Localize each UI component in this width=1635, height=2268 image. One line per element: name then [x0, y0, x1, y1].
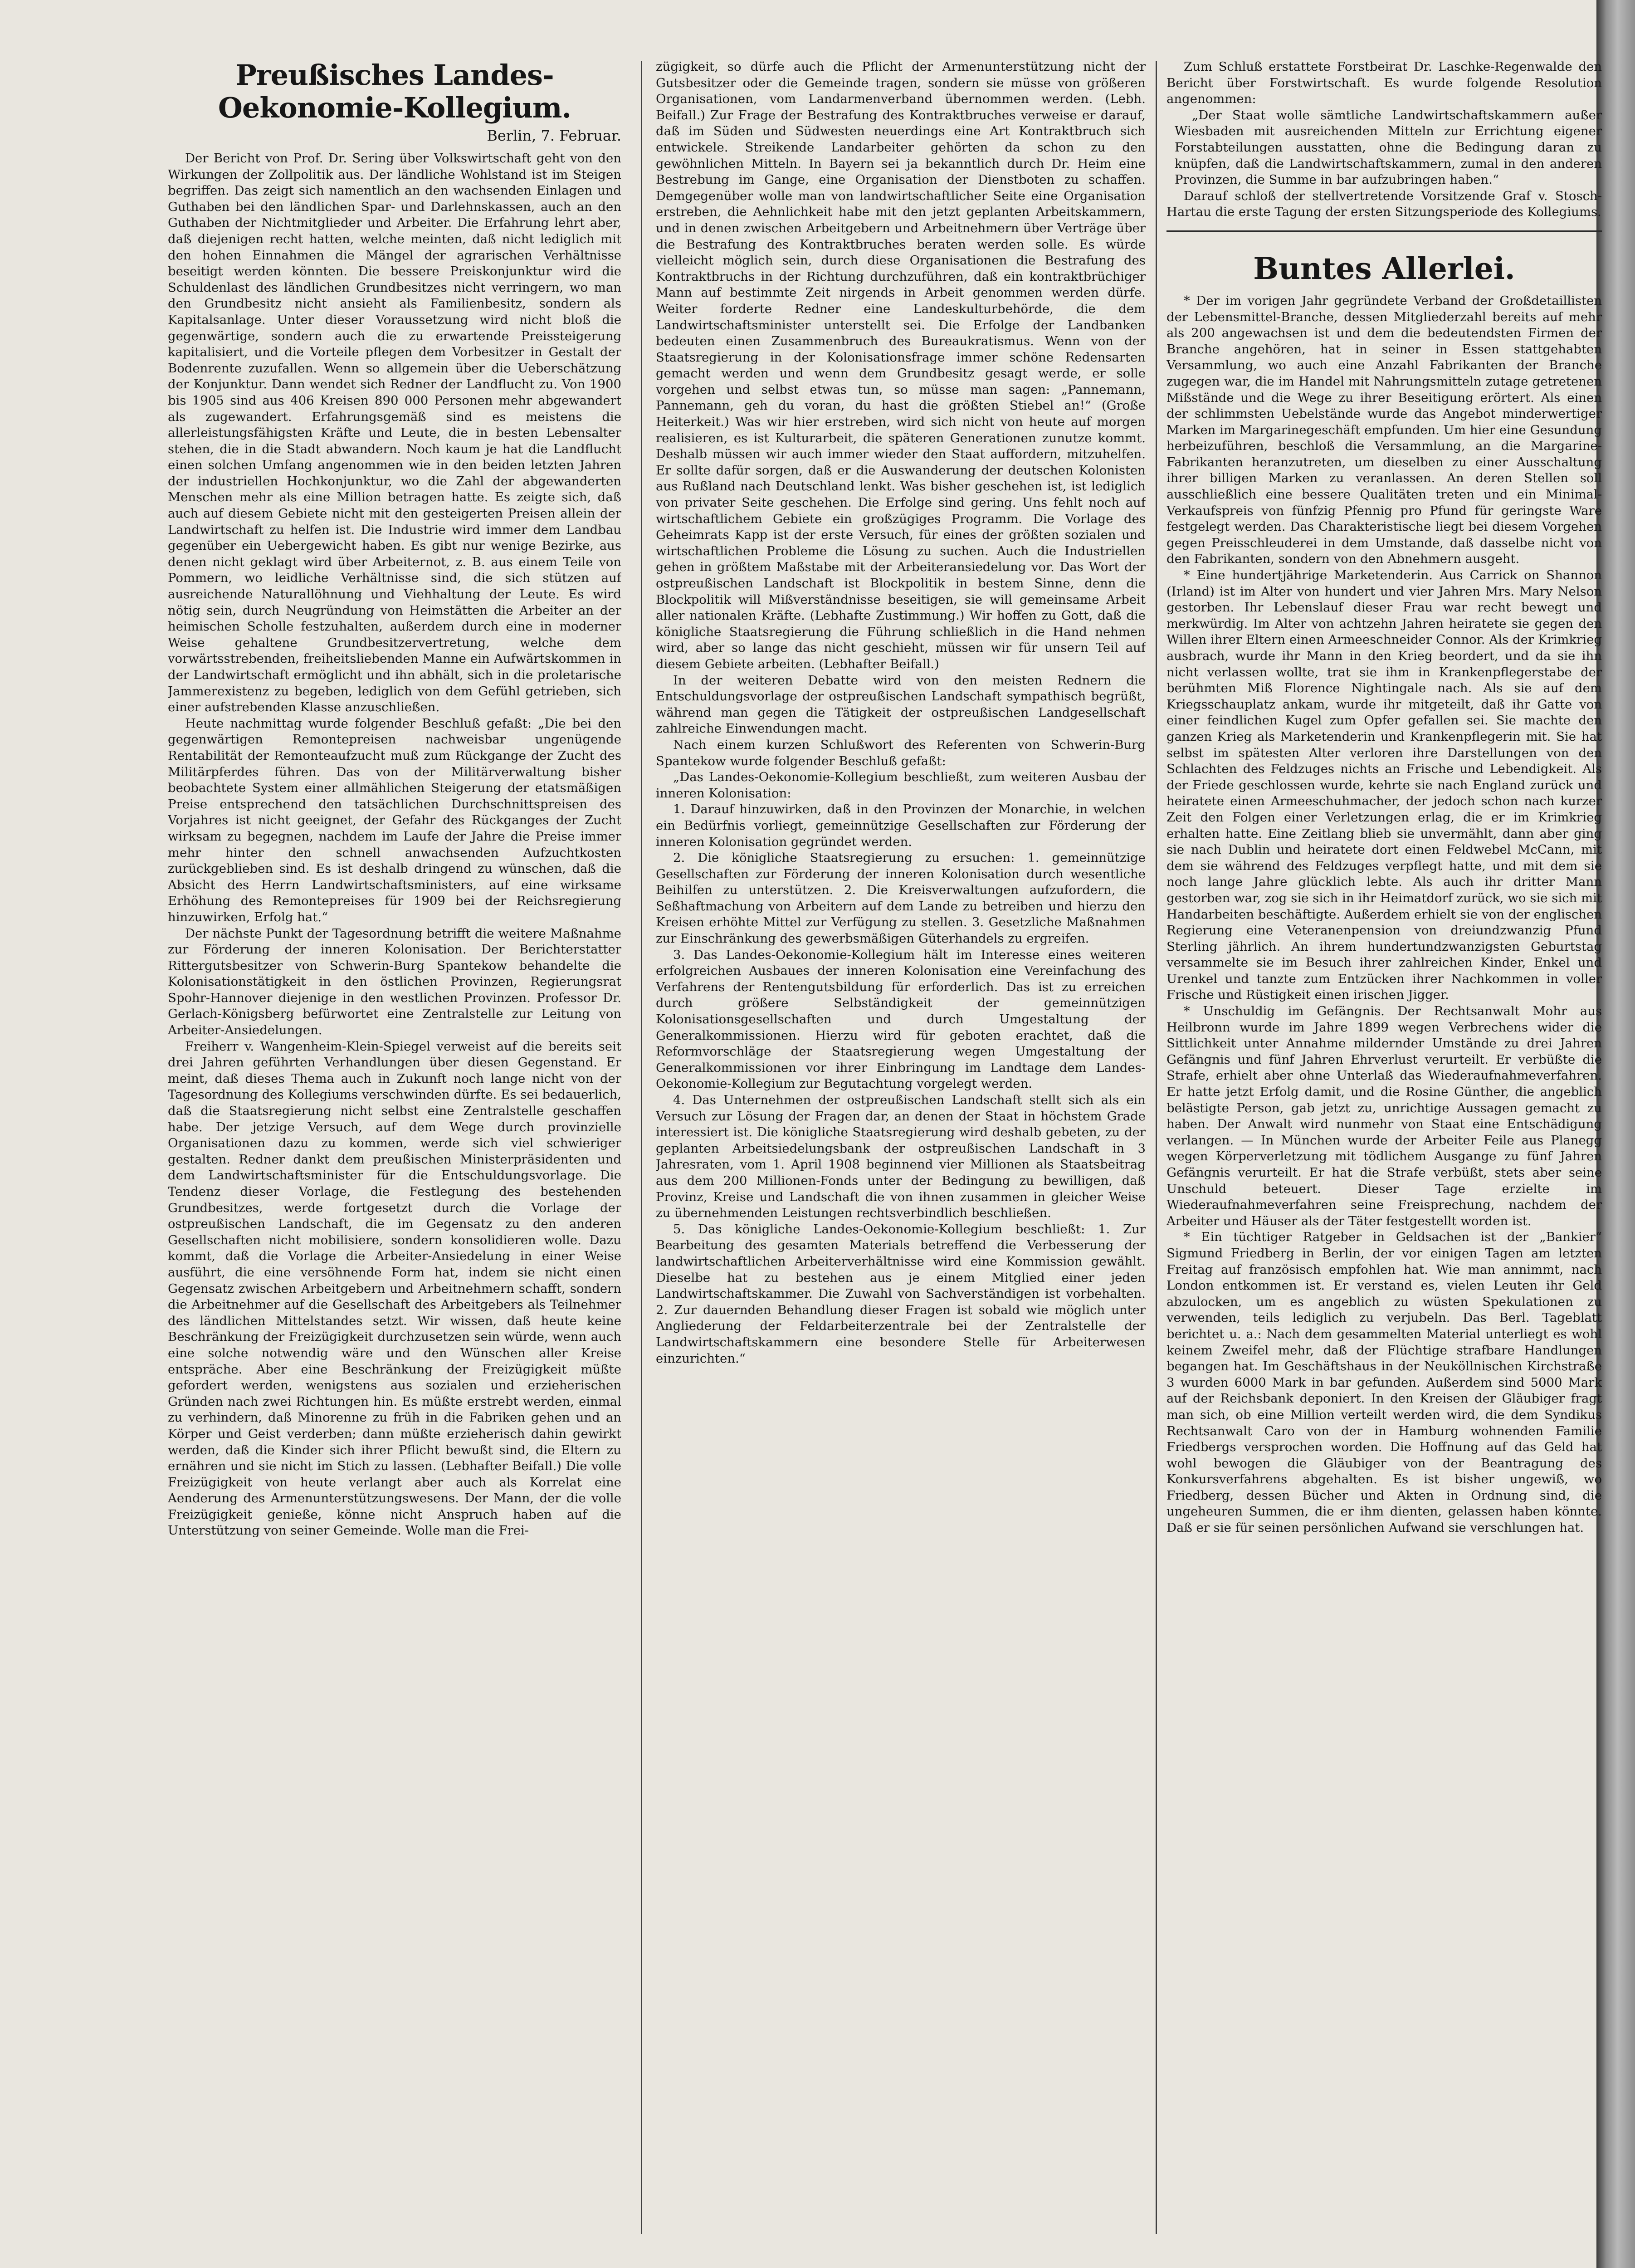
news-item: * Ein tüchtiger Ratgeber in Geldsachen ist der „Bankier“ Sigmund Friedberg in Berlin, der vor einigen Tagen am letzten Freitag auf französisch empfohlen hat. Wie man annimmt, nach London entkommen ist. Er verstand es, vielen Leuten ihr Geld abzulocken, um es angeblich zu wüsten Spekulationen zu verwenden, teils lediglich zu verjubeln. Das Berl. Tageblatt berichtet u. a.: Nach dem gesammelten Material unterliegt es wohl keinem Zweifel mehr, daß der Flüchtige strafbare Handlungen begangen hat. Im Geschäftshaus in der Neuköllnischen Kirchstraße 3 wurden 6000 Mark in bar gefunden. Außerdem sind 5000 Mark auf der Reichsbank deponiert. In den Kreisen der Gläubiger fragt man sich, ob eine Million verteilt werden wird, die dem Syndikus Rechtsanwalt Caro von der in Hamburg wohnenden Familie Friedbergs versprochen worden. Die Hoffnung auf das Geld hat wohl bewogen die Gläubiger von der Beantragung des Konkursverfahrens abgehalten. Es ist bisher ungewiß, wo Friedberg, dessen Bücher und Akten in Ordnung sind, die ungeheuren Summen, die er ihm dienten, gelassen haben könnte. Daß er sie für seinen persönlichen Aufwand sie verschlungen hat.: [1166, 1230, 1602, 1535]
page-binding-edge: [1596, 0, 1635, 2268]
news-item: * Eine hundertjährige Marketenderin. Aus Carrick on Shannon (Irland) ist im Alter von hundert und vier Jahren Mrs. Mary Nelson gestorben. Ihr Lebenslauf dieser Frau war recht bewegt und merkwürdig. Im Alter von achtzehn Jahren heiratete sie gegen den Willen ihrer Eltern einen Armeeschneider Connor. Als der Krimkrieg ausbrach, wurde ihr Mann in den Krieg beordert, und da sie ihn nicht verlassen wollte, trat sie ihm in Krankenpflegerstabe der berühmten Miß Florence Nightingale nach. Als sie auf dem Kriegsschauplatz ankam, wurde ihr mitgeteilt, daß ihr Gatte von einer feindlichen Kugel zum Opfer gefallen sei. Sie machte den ganzen Krieg als Marketenderin und Krankenpflegerin mit. Sie hat selbst im spätesten Alter verloren ihre Darstellungen von den Schlachten des Feldzuges nichts an Frische und Lebendigkeit. Als der Friede geschlossen wurde, kehrte sie nach England zurück und heiratete einen Armeeschuhmacher, der jedoch schon nach kurzer Zeit den Folgen einer Verletzungen erlag, die er im Krimkrieg erhalten hatte. Eine Zeitlang blieb sie unvermählt, dann aber ging sie nach Dublin und heiratete dort einen Feldwebel McCann, mit dem sie während des Feldzuges verpflegt hatte, und mit dem sie noch lange Jahre glücklich lebte. Als auch ihr dritter Mann gestorben war, zog sie sich in ihr Heimatdorf zurück, wo sie sich mit Handarbeiten beschäftigte. Außerdem erhielt sie von der englischen Regierung eine Veteranenpension von dreiundzwanzig Pfund Sterling jährlich. An ihrem hundertundzwanzigsten Geburtstag versammelte sie im Besuch ihrer zahlreichen Kinder, Enkel und Urenkel und tanzte zum Entzücken ihrer Nachkommen in voller Frische und Rüstigkeit einen irischen Jigger.: [1166, 568, 1602, 1002]
resolution-text: „Der Staat wolle sämtliche Landwirtschaftskammern außer Wiesbaden mit ausreichenden Mitteln zur Errichtung eigener Forstabteilungen ausstatten, ohne die Bedingung daran zu knüpfen, daß die Landwirtschaftskammern, zumal in den anderen Provinzen, die Summe in bar aufzubringen haben.“: [1175, 108, 1602, 187]
article-paragraph: Freiherr v. Wangenheim-Klein-Spiegel verweist auf die bereits seit drei Jahren geführten Verhandlungen über diesen Gegenstand. Er meint, daß dieses Thema auch in Zukunft noch lange nicht von der Tagesordnung des Kollegiums verschwinden dürfte. Es sei bedauerlich, daß die Staatsregierung nicht selbst eine Zentralstelle geschaffen habe. Der jetzige Versuch, auf dem Wege durch provinzielle Organisationen dazu zu kommen, werde sich viel schwieriger gestalten. Redner dankt dem preußischen Ministerpräsidenten und dem Landwirtschaftsminister für die Entschuldungsvorlage. Die Tendenz dieser Vorlage, die Festlegung des bestehenden Grundbesitzes, werde fortgesetzt durch die Vorlage der ostpreußischen Landschaft, die im Gegensatz zu den anderen Gesellschaften nicht mobilisiere, sondern konsolidieren wolle. Dazu kommt, daß die Vorlage die Arbeiter-Ansiedelung in einer Weise ausführt, die eine versöhnende Form hat, indem sie nicht einen Gegensatz zwischen Arbeitgebern und Arbeitnehmern schafft, sondern die Arbeitnehmer auf die Gesellschaft des Arbeitgebers als Teilnehmer des ländlichen Mittelstandes setzt. Wir wissen, daß heute keine Beschränkung der Freizügigkeit durchzusetzen sein würde, wenn auch eine solche notwendig wäre und den Wünschen aller Kreise entspräche. Aber eine Beschränkung der Freizügigkeit müßte gefordert werden, wenigstens aus sozialen und erzieherischen Gründen nach zwei Richtungen hin. Es müßte erstrebt werden, einmal zu verhindern, daß Minorenne zu früh in die Fabriken gehen und an Körper und Geist verderben; dann müßte erzieherisch dahin gewirkt werden, daß die Kinder sich ihrer Pflicht bewußt sind, die Eltern zu ernähren und sie nicht im Stich zu lassen. (Lebhafter Beifall.) Die volle Freizügigkeit von heute verlangt aber auch als Korrelat eine Aenderung des Armenunterstützungswesens. Der Mann, der die volle Freizügigkeit genieße, könne nicht Anspruch haben auf die Unterstützung von seiner Gemeinde. Wolle man die Frei-: [168, 1039, 621, 1538]
article-paragraph: Zum Schluß erstattete Forstbeirat Dr. Laschke-Regenwalde den Bericht über Forstwirtschaft. Es wurde folgende Resolution angenommen:: [1166, 59, 1602, 107]
column-3: [1166, 59, 1602, 2268]
article-paragraph: Heute nachmittag wurde folgender Beschluß gefaßt: „Die bei den gegenwärtigen Remontepreisen nachweisbar ungenügende Rentabilität der Remonteaufzucht muß zum Rückgange der Zucht des Militärpferdes führen. Das von der Militärverwaltung bisher beobachtete System einer allmählichen Steigerung der etatsmäßigen Preise entsprechend den tatsächlichen Durchschnittspreisen des Vorjahres ist nicht geeignet, der Gefahr des Rückganges der Zucht wirksam zu begegnen, nachdem im Laufe der Jahre die Preise immer mehr hinter den schnell anwachsenden Aufzuchtkosten zurückgeblieben sind. Es ist deshalb dringend zu wünschen, daß die Absicht des Herrn Landwirtschaftsministers, auf eine wirksame Erhöhung des Remontepreises für 1909 bei der Reichsregierung hinzuwirken, Erfolg hat.“: [168, 716, 621, 924]
section-title: Buntes Allerlei.: [1253, 250, 1515, 286]
article-paragraph: Nach einem kurzen Schlußwort des Referenten von Schwerin-Burg Spantekow wurde folgender Beschluß gefaßt:: [656, 737, 1146, 768]
article-paragraph: Der nächste Punkt der Tagesordnung betrifft die weitere Maßnahme zur Förderung der inneren Kolonisation. Der Berichterstatter Rittergutsbesitzer von Schwerin-Burg Spantekow behandelte die Kolonisationstätigkeit in den östlichen Provinzen, Regierungsrat Spohr-Hannover diejenige in den westlichen Provinzen. Professor Dr. Gerlach-Königsberg befürwortet eine Zentralstelle zur Leitung von Arbeiter-Ansiedelungen.: [168, 926, 621, 1038]
article-paragraph: Der Bericht von Prof. Dr. Sering über Volkswirtschaft geht von den Wirkungen der Zollpolitik aus. Der ländliche Wohlstand ist im Steigen begriffen. Das zeigt sich namentlich an den wachsenden Einlagen und Guthaben bei den ländlichen Spar- und Darlehnskassen, auch an den Guthaben der Nichtmitglieder und Arbeiter. Die Erfahrung lehrt aber, daß diejenigen recht hatten, welche meinten, daß nicht lediglich mit den hohen Einnahmen die Mängel der agrarischen Verhältnisse beseitigt werden könnten. Die bessere Preiskonjunktur wird die Schuldenlast des ländlichen Grundbesitzes nicht verringern, wo man den Grundbesitz nicht ansieht als Familienbesitz, sondern als Kapitalsanlage. Unter dieser Voraussetzung wird nicht bloß die gegenwärtige, sondern auch die zu erwartende Preissteigerung kapitalisiert, und die Vorteile pflegen dem Vorbesitzer in Gestalt der Bodenrente zuzufallen. Wenn so allgemein über die Ueberschätzung der Konjunktur. Dann wendet sich Redner der Landflucht zu. Von 1900 bis 1905 sind aus 406 Kreisen 890 000 Personen mehr abgewandert als zugewandert. Erfahrungsgemäß sind es meistens die allerleistungsfähigsten Kräfte und Leute, die in besten Lebensalter stehen, die in die Stadt abwandern. Noch kaum je hat die Landflucht einen solchen Umfang angenommen wie in den beiden letzten Jahren der industriellen Hochkonjunktur, wo die Zahl der abgewanderten Menschen mehr als eine Million betragen hatte. Es zeigte sich, daß auch auf diesem Gebiete nicht mit den gesteigerten Preisen allein der Landwirtschaft zu helfen ist. Die Industrie wird immer dem Landbau gegenüber ein Uebergewicht haben. Es gibt nur wenige Bezirke, aus denen nicht geklagt wird über Arbeiternot, z. B. aus einem Teile von Pommern, wo leidliche Verhältnisse sind, die sich stützen auf ausreichende Naturallöhnung und Viehhaltung der Leute. Es wird nötig sein, durch Neugründung von Heimstätten die Arbeiter an der heimischen Scholle festzuhalten, außerdem durch eine in moderner Weise gehaltene Grundbesitzervertretung, welche dem vorwärtsstrebenden, freiheitsliebenden Manne ein Aufwärtskommen in der Landwirtschaft ermöglicht und ihn abhält, sich in die proletarische Jammerexistenz zu begeben, lediglich von dem Gefühl getrieben, sich einer aufstrebenden Klasse anzuschließen.: [168, 151, 621, 715]
article-title: Preußisches Landes-Oekonomie-Kollegium.: [218, 59, 571, 124]
resolution-item: 3. Das Landes-Oekonomie-Kollegium hält im Interesse eines weiteren erfolgreichen Ausbaues der inneren Kolonisation eine Vereinfachung des Verfahrens der Rentengutsbildung für erforderlich. Das ist zu erreichen durch größere Selbständigkeit der gemeinnützigen Kolonisationsgesellschaften und durch Umgestaltung der Generalkommissionen. Hierzu wird für geboten erachtet, daß die Reformvorschläge der Staatsregierung wegen Umgestaltung der Generalkommissionen vor ihrer Einbringung im Landtage dem Landes-Oekonomie-Kollegium zur Begutachtung vorgelegt werden.: [656, 947, 1146, 1091]
column-rule: [641, 61, 642, 2234]
column-1: [168, 59, 621, 2268]
news-item: * Unschuldig im Gefängnis. Der Rechtsanwalt Mohr aus Heilbronn wurde im Jahre 1899 wegen Verbrechens wider die Sittlichkeit unter Annahme mildernder Umstände zu drei Jahren Gefängnis und fünf Jahren Ehrverlust verurteilt. Er verbüßte die Strafe, erhielt aber ohne Unterlaß das Wiederaufnahmeverfahren. Er hatte jetzt Erfolg damit, und die Rosine Günther, die angeblich belästigte Person, gab jetzt zu, unrichtige Aussagen gemacht zu haben. Der Anwalt wird nunmehr von Staat eine Entschädigung verlangen. — In München wurde der Arbeiter Feile aus Planegg wegen Körperverletzung mit tödlichem Ausgange zu fünf Jahren Gefängnis verurteilt. Er hat die Strafe verbüßt, stets aber seine Unschuld beteuert. Dieser Tage erzielte im Wiederaufnahmeverfahren seine Freisprechung, nachdem der Arbeiter und Häuser als der Täter festgestellt worden ist.: [1166, 1004, 1602, 1228]
article-paragraph: zügigkeit, so dürfe auch die Pflicht der Armenunterstützung nicht der Gutsbesitzer oder die Gemeinde tragen, sondern sie müsse von größeren Organisationen, vom Landarmenverband übernommen werden. (Lebh. Beifall.) Zur Frage der Bestrafung des Kontraktbruches verweise er darauf, daß im Süden und Südwesten neuerdings eine Art Kontraktbruch sich entwickele. Streikende Landarbeiter gehörten da schon zu den gewöhnlichen Mitteln. In Bayern sei ja bekanntlich durch Dr. Heim eine Bestrebung im Gange, eine Organisation der Dienstboten zu schaffen. Demgegenüber wolle man von landwirtschaftlicher Seite eine Organisation erstreben, die Aehnlichkeit habe mit den jetzt geplanten Arbeitskammern, und in denen zwischen Arbeitgebern und Arbeitnehmern über Verträge über die Bestrafung des Kontraktbruches beraten werden solle. Es würde vielleicht möglich sein, durch diese Organisationen die Bestrafung des Kontraktbruchs in der Richtung durchzuführen, daß ein kontraktbrüchiger Mann auf bestimmte Zeit nirgends in Arbeit genommen werden dürfe. Weiter forderte Redner eine Landeskulturbehörde, die dem Landwirtschaftsminister unterstellt sei. Die Erfolge der Landbanken bedeuten einen Zusammenbruch des Bureaukratismus. Wenn von der Staatsregierung in der Kolonisationsfrage immer schöne Redensarten gemacht werden und wenn dem Grundbesitz gesagt werde, er solle vorgehen und selbst etwas tun, so müsse man sagen: „Pannemann, Pannemann, geh du voran, du hast die größten Stiebel an!“ (Große Heiterkeit.) Was wir hier erstreben, wird sich nicht von heute auf morgen realisieren, es ist Kulturarbeit, die späteren Generationen zunutze kommt. Deshalb müssen wir auch immer wieder den Staat auffordern, mitzuhelfen. Er sollte dafür sorgen, daß er die Auswanderung der deutschen Kolonisten aus Rußland nach Deutschland lenkt. Was bisher geschehen ist, ist lediglich von privater Seite geschehen. Die Erfolge sind gering. Uns fehlt noch auf wirtschaftlichem Gebiete ein großzügiges Programm. Die Vorlage des Geheimrats Kapp ist der erste Versuch, für eines der größten sozialen und wirtschaftlichen Probleme die Lösung zu suchen. Auch die Industriellen gehen in größtem Maßstabe mit der Arbeiteransiedelung vor. Das Wort der ostpreußischen Landschaft ist Blockpolitik in bestem Sinne, denn die Blockpolitik will Mißverständnisse beseitigen, sie will gemeinsame Arbeit aller nationalen Kräfte. (Lebhafte Zustimmung.) Wir hoffen zu Gott, daß die königliche Staatsregierung die Führung schließlich in die Hand nehmen wird, aber so lange das nicht geschieht, müssen wir für unsern Teil auf diesem Gebiete arbeiten. (Lebhafter Beifall.): [656, 59, 1146, 671]
resolution-item: 1. Darauf hinzuwirken, daß in den Provinzen der Monarchie, in welchen ein Bedürfnis vorliegt, gemeinnützige Gesellschaften zur Förderung der inneren Kolonisation gegründet werden.: [656, 802, 1146, 849]
resolution-item: 4. Das Unternehmen der ostpreußischen Landschaft stellt sich als ein Versuch zur Lösung der Fragen dar, an denen der Staat in höchstem Grade interessiert ist. Die königliche Staatsregierung wird deshalb gebeten, zu der geplanten Arbeitsiedelungsbank der ostpreußischen Landschaft in 3 Jahresraten, vom 1. April 1908 beginnend vier Millionen als Staatsbeitrag aus dem 200 Millionen-Fonds unter der Bedingung zu bewilligen, daß Provinz, Kreise und Landschaft die von ihnen zusammen in gleicher Weise zu übernehmenden Leistungen rechtsverbindlich beschließen.: [656, 1093, 1146, 1221]
resolution-item: 5. Das königliche Landes-Oekonomie-Kollegium beschließt: 1. Zur Bearbeitung des gesamten Materials betreffend die Verbesserung der landwirtschaftlichen Arbeiterverhältnisse wird eine Kommission gewählt. Dieselbe hat zu bestehen aus je einem Mitglied einer jeden Landwirtschaftskammer. Die Zuwahl von Sachverständigen ist vorbehalten. 2. Zur dauernden Behandlung dieser Fragen ist sobald wie möglich unter Angliederung der Feldarbeiterzentrale bei der Zentralstelle der Landwirtschaftskammern eine besondere Stelle für Arbeiterwesen einzurichten.“: [656, 1222, 1146, 1366]
column-rule: [1156, 61, 1157, 2234]
news-item: * Der im vorigen Jahr gegründete Verband der Großdetaillisten der Lebensmittel-Branche, dessen Mitgliederzahl bereits auf mehr als 200 angewachsen ist und dem die bedeutendsten Firmen der Branche angehören, hat in seiner in Essen stattgehabten Versammlung, wo auch eine Anzahl Fabrikanten der Branche zugegen war, die im Handel mit Nahrungsmitteln zutage getretenen Mißstände und die Wege zu ihrer Beseitigung erörtert. Als einen der schlimmsten Uebelstände wurde das Angebot minderwertiger Marken im Margarinegeschäft empfunden. Um hier eine Gesundung herbeizuführen, beschloß die Versammlung, an die Margarine-Fabrikanten heranzutreten, um dieselben zu einer Ausschaltung ihrer billigen Marken zu veranlassen. An deren Stellen soll ausschließlich eine bessere Qualitäten treten und ein Minimal-Verkaufspreis von fünfzig Pfennig pro Pfund für geringste Ware festgelegt werden. Das Charakteristische liegt bei diesem Vorgehen gegen Preisschleuderei in dem Umstande, daß dasselbe nicht von den Fabrikanten, sondern von den Abnehmern ausgeht.: [1166, 293, 1602, 567]
column-2: [656, 59, 1146, 2268]
article-paragraph: In der weiteren Debatte wird von den meisten Rednern die Entschuldungsvorlage der ostpreußischen Landschaft sympathisch begrüßt, während man gegen die Tätigkeit der ostpreußischen Landgesellschaft zahlreiche Einwendungen macht.: [656, 673, 1146, 736]
resolution-block: [1166, 108, 1602, 188]
section-divider: [1166, 230, 1602, 232]
article-dateline: Berlin, 7. Februar.: [487, 127, 621, 144]
article-paragraph: Darauf schloß der stellvertretende Vorsitzende Graf v. Stosch-Hartau die erste Tagung der ersten Sitzungsperiode des Kollegiums.: [1166, 188, 1602, 220]
article-paragraph: „Das Landes-Oekonomie-Kollegium beschließt, zum weiteren Ausbau der inneren Kolonisation:: [656, 770, 1146, 801]
resolution-item: 2. Die königliche Staatsregierung zu ersuchen: 1. gemeinnützige Gesellschaften zur Förderung der inneren Kolonisation durch wesentliche Beihilfen zu unterstützen. 2. Die Kreisverwaltungen aufzufordern, die Seßhaftmachung von Arbeitern auf dem Lande zu betreiben und hierzu den Kreisen erhöhte Mittel zur Verfügung zu stellen. 3. Gesetzliche Maßnahmen zur Einschränkung des gewerbsmäßigen Güterhandels zu ergreifen.: [656, 850, 1146, 946]
